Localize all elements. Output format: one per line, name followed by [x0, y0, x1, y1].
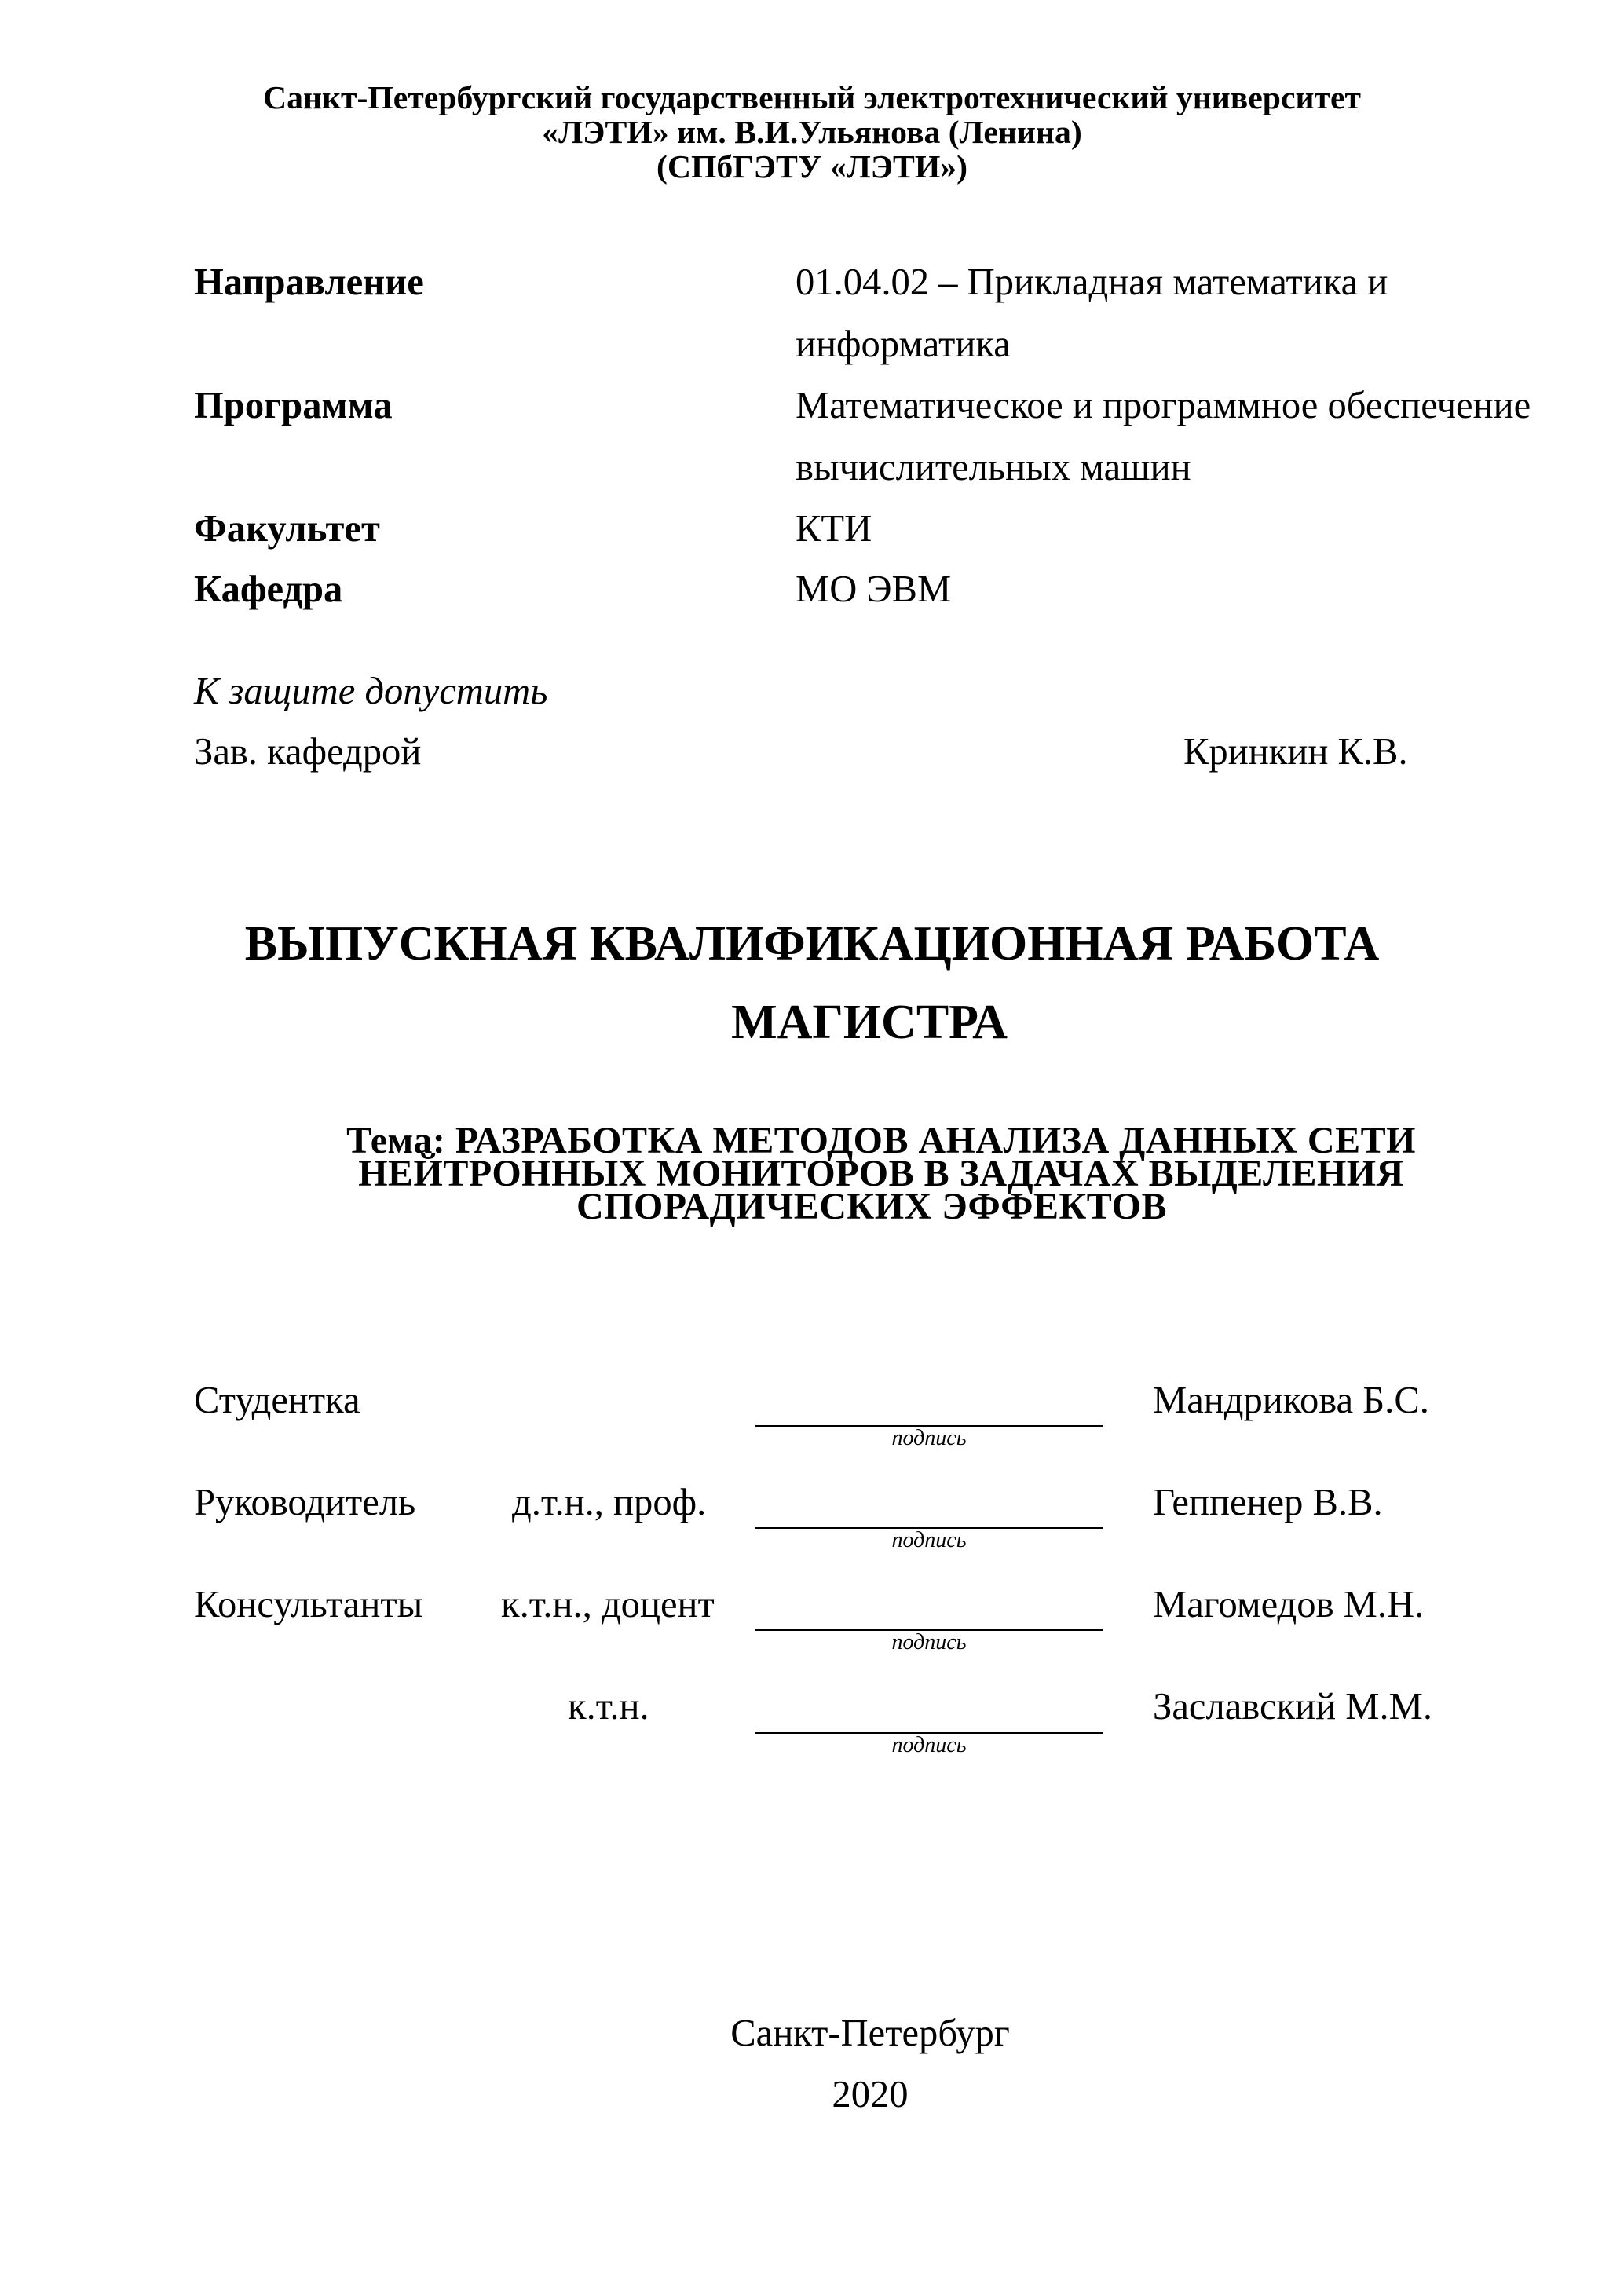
university-abbrev: (СПбГЭТУ «ЛЭТИ») — [656, 149, 967, 185]
info-label-direction: Направление — [194, 261, 424, 303]
university-name: Санкт-Петербургский государственный электротехнический университет — [263, 80, 1361, 116]
info-label-department: Кафедра — [194, 568, 343, 610]
signature-degree: к.т.н. — [568, 1685, 649, 1727]
signature-name: Заславский М.М. — [1153, 1685, 1433, 1727]
signature-degree: д.т.н., проф. — [512, 1481, 707, 1523]
theme-line2: НЕЙТРОННЫХ МОНИТОРОВ В ЗАДАЧАХ ВЫДЕЛЕНИЯ — [358, 1153, 1404, 1194]
signature-role: Руководитель — [194, 1481, 416, 1523]
signature-caption: подпись — [891, 1426, 967, 1450]
approval-note: К защите допустить — [194, 670, 548, 712]
theme-line3: СПОРАДИЧЕСКИХ ЭФФЕКТОВ — [576, 1186, 1168, 1227]
signature-caption: подпись — [891, 1630, 967, 1654]
approval-name: Кринкин К.В. — [1183, 730, 1408, 773]
signature-degree: к.т.н., доцент — [501, 1583, 715, 1625]
info-value-direction-line1: 01.04.02 – Прикладная математика и — [796, 261, 1388, 303]
footer-city: Санкт-Петербург — [730, 2012, 1010, 2054]
signature-role: Консультанты — [194, 1583, 423, 1625]
info-value-direction-line2: информатика — [796, 323, 1011, 365]
approval-role: Зав. кафедрой — [194, 730, 422, 773]
signature-caption: подпись — [891, 1528, 967, 1552]
signature-role: Студентка — [194, 1379, 360, 1421]
info-value-program-line1: Математическое и программное обеспечение — [796, 384, 1531, 426]
signature-name: Магомедов М.Н. — [1153, 1583, 1425, 1625]
signature-caption: подпись — [891, 1733, 967, 1757]
theme-line1: Тема: РАЗРАБОТКА МЕТОДОВ АНАЛИЗА ДАННЫХ СЕТИ — [346, 1120, 1416, 1161]
info-label-program: Программа — [194, 384, 393, 426]
signature-name: Геппенер В.В. — [1153, 1481, 1383, 1523]
info-value-program-line2: вычислительных машин — [796, 446, 1191, 488]
info-value-faculty: КТИ — [796, 507, 872, 550]
info-value-department: МО ЭВМ — [796, 568, 952, 610]
info-label-faculty: Факультет — [194, 507, 380, 550]
footer-year: 2020 — [832, 2073, 909, 2115]
document-title-line2: МАГИСТРА — [731, 996, 1008, 1049]
signature-name: Мандрикова Б.С. — [1153, 1379, 1429, 1421]
university-name-line2: «ЛЭТИ» им. В.И.Ульянова (Ленина) — [542, 115, 1082, 151]
document-title: ВЫПУСКНАЯ КВАЛИФИКАЦИОННАЯ РАБОТА — [244, 917, 1380, 971]
